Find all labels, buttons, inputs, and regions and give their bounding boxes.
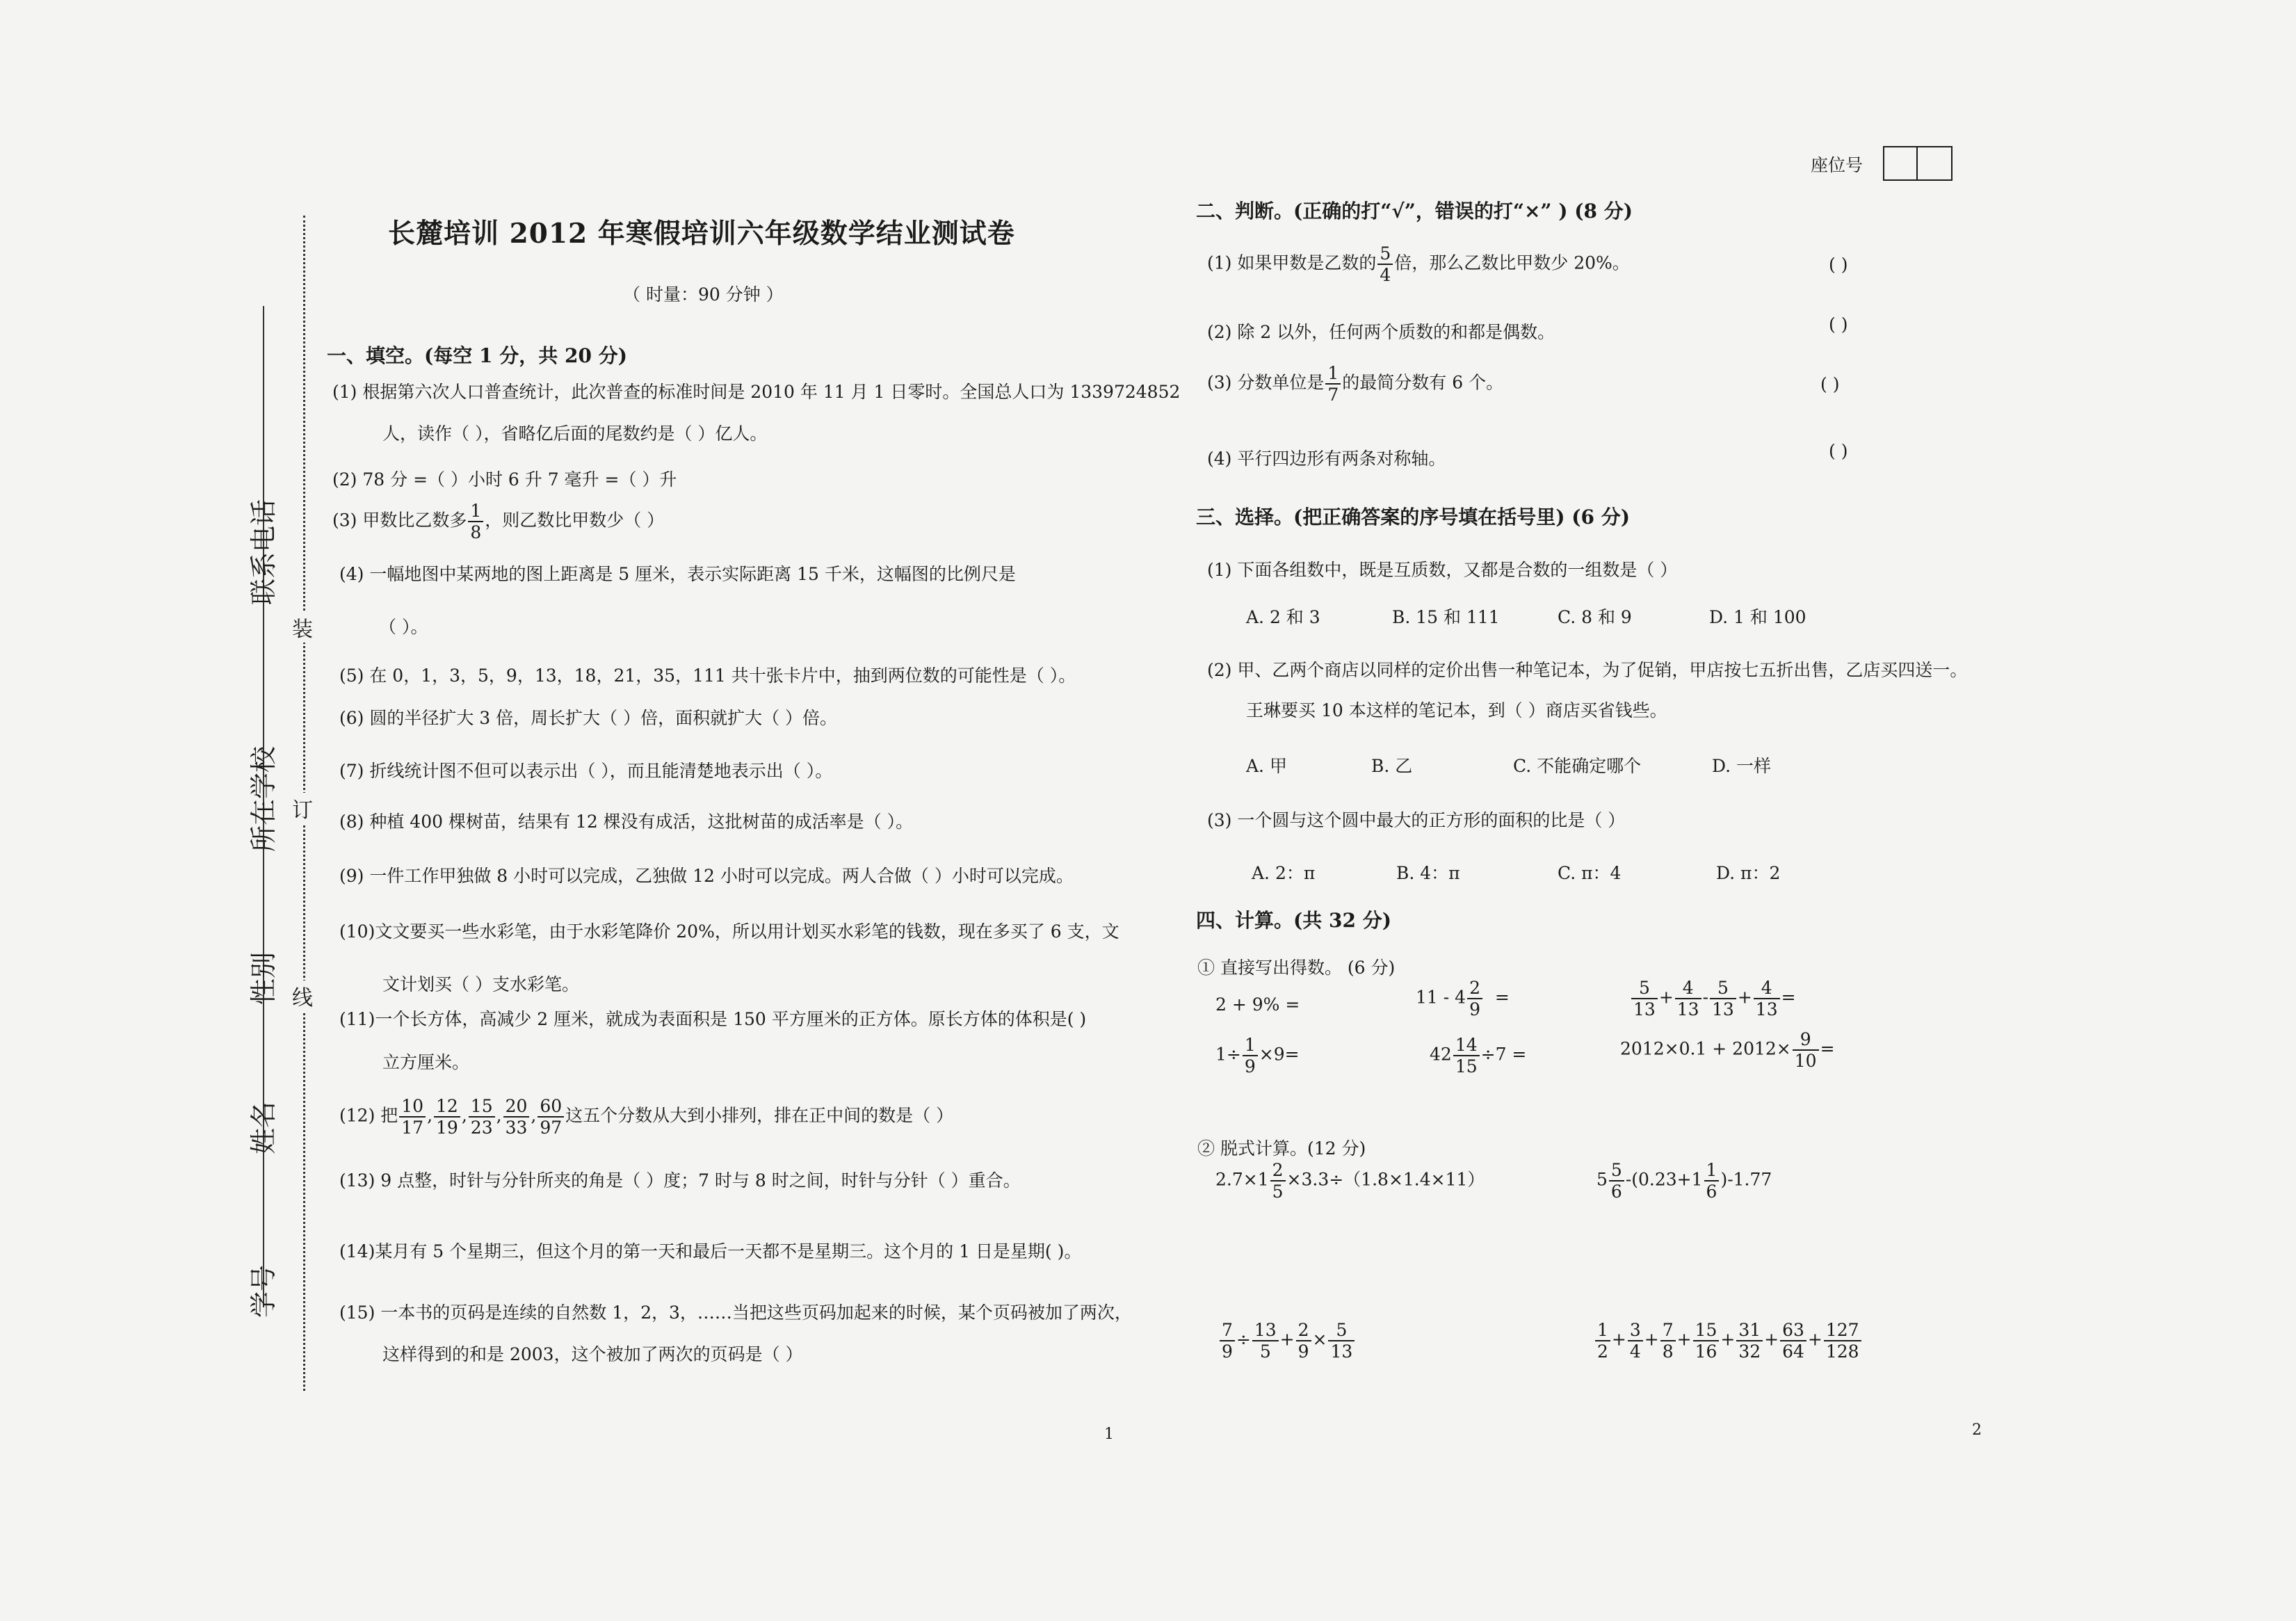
s4-expr-2-fraction <box>1467 979 1482 1018</box>
frac-denominator: 13 <box>1633 999 1656 1019</box>
s4-step-expr-4-fraction-1 <box>1595 1321 1610 1360</box>
binding-field-phone: 联系电话 <box>248 499 279 605</box>
frac-numerator: 1 <box>1243 1036 1258 1056</box>
s4-expr-3-op-3: + <box>1737 987 1752 1008</box>
frac-denominator: 15 <box>1455 1056 1478 1076</box>
frac-denominator: 9 <box>1222 1341 1233 1362</box>
s2-q3-text-pre: (3) 分数单位是 <box>1207 372 1325 393</box>
s4-step-expr-4-op-4: + <box>1720 1329 1736 1350</box>
frac-numerator: 1 <box>1704 1161 1720 1182</box>
s1-q2: (2) 78 分 =（ ）小时 6 升 7 毫升 =（ ）升 <box>332 469 677 490</box>
s4-expr-6-pre: 2012×0.1 + 2012× <box>1620 1038 1791 1059</box>
s3-q3-option-c: C. π：4 <box>1558 863 1622 883</box>
s1-q4-line2: （ ）。 <box>379 617 428 637</box>
frac-numerator: 5 <box>1377 245 1393 265</box>
s1-q12-fraction-5 <box>537 1097 564 1136</box>
s2-q3-text-post: 的最简分数有 6 个。 <box>1342 372 1504 393</box>
frac-denominator: 33 <box>505 1118 528 1138</box>
s4-step-expr-2 <box>1596 1161 1772 1200</box>
s4-step-expr-1-pre: 2.7×1 <box>1215 1169 1269 1190</box>
frac-denominator: 19 <box>436 1118 458 1138</box>
s1-q3 <box>332 502 664 541</box>
binding-mark-zhuang: 装 <box>292 612 313 643</box>
s1-q13: (13) 9 点整，时针与分针所夹的角是（ ）度；7 时与 8 时之间，时针与分针（ ）重合。 <box>339 1170 1021 1191</box>
frac-numerator: 20 <box>503 1097 530 1118</box>
s4-expr-5-fraction <box>1453 1036 1480 1075</box>
frac-denominator: 17 <box>401 1118 424 1138</box>
seat-box-divider <box>1916 147 1918 179</box>
s2-q1 <box>1207 245 1630 284</box>
frac-denominator: 8 <box>470 522 482 542</box>
frac-numerator: 63 <box>1780 1321 1806 1341</box>
binding-mark-xian: 线 <box>292 981 313 1011</box>
s1-q11-line1: (11)一个长方体，高减少 2 厘米，就成为表面积是 150 平方厘米的正方体。原长方体的体积是( ) <box>339 1009 1087 1029</box>
s1-q11-line2: 立方厘米。 <box>382 1052 470 1072</box>
s4-expr-2 <box>1416 979 1510 1018</box>
s4-expr-6-fraction <box>1793 1031 1819 1070</box>
s3-q3-option-d: D. π：2 <box>1716 863 1781 883</box>
frac-denominator: 13 <box>1712 999 1734 1019</box>
frac-denominator: 2 <box>1597 1341 1608 1362</box>
s2-q4-answer-paren[interactable]: ( ) <box>1829 441 1848 461</box>
s1-q3-fraction <box>468 502 483 541</box>
s4-step-expr-1-post: ×3.3÷（1.8×1.4×11） <box>1286 1169 1485 1190</box>
frac-numerator: 1 <box>1595 1321 1610 1341</box>
frac-numerator: 13 <box>1252 1321 1279 1341</box>
frac-numerator: 9 <box>1793 1031 1819 1051</box>
s1-q9: (9) 一件工作甲独做 8 小时可以完成，乙独做 12 小时可以完成。两人合做（ ）小时可以完成。 <box>339 866 1074 886</box>
frac-denominator: 5 <box>1272 1182 1284 1202</box>
s4-step-expr-3-fraction-4 <box>1328 1321 1355 1360</box>
s4-step-expr-4-op-5: + <box>1764 1329 1779 1350</box>
s2-q1-text-post: 倍，那么乙数比甲数少 20%。 <box>1394 252 1630 273</box>
frac-denominator: 6 <box>1706 1182 1717 1202</box>
s4-expr-3-op-1: + <box>1658 987 1674 1008</box>
s3-q2-option-a: A. 甲 <box>1246 756 1287 776</box>
s4-expr-6 <box>1620 1031 1835 1070</box>
s1-q10-line1: (10)文文要买一些水彩笔，由于水彩笔降价 20%，所以用计划买水彩笔的钱数，现在多买了 6 支，文 <box>339 921 1119 942</box>
s4-step-expr-3 <box>1218 1321 1356 1360</box>
frac-numerator: 3 <box>1628 1321 1643 1341</box>
time-note: （ 时量：90 分钟 ） <box>623 284 784 305</box>
s4-expr-3-op-2: - <box>1702 987 1709 1008</box>
binding-mark-ding: 订 <box>292 793 313 823</box>
binding-field-name: 姓名 <box>248 1101 279 1154</box>
s4-sub1-label: ① 直接写出得数。 (6 分) <box>1197 958 1396 978</box>
s4-expr-4-fraction <box>1243 1036 1258 1075</box>
frac-denominator: 13 <box>1755 999 1778 1019</box>
s4-step-expr-4-op-2: + <box>1644 1329 1659 1350</box>
s4-step-expr-4 <box>1594 1321 1863 1360</box>
binding-field-student-id: 学号 <box>248 1264 279 1318</box>
s2-q2: (2) 除 2 以外，任何两个质数的和都是偶数。 <box>1207 322 1555 342</box>
seat-number-box[interactable] <box>1883 146 1953 181</box>
s4-step-expr-2-fraction-2 <box>1704 1161 1720 1200</box>
frac-numerator: 15 <box>469 1097 495 1118</box>
frac-denominator: 4 <box>1380 265 1391 285</box>
s1-q12: (12) 把 $\frac{10}{17}$ , $\frac{12}{19}$ , $\frac{15}{23}$ , $\frac{20}{33}$ , $\frac{60}{97}$ 这五个分数从大到小排列，排在正中间的数是（ ） <box>339 1096 954 1138</box>
frac-numerator: 2 <box>1270 1161 1286 1182</box>
frac-numerator: 15 <box>1693 1321 1720 1341</box>
s4-expr-4-post: ×9= <box>1259 1044 1300 1065</box>
frac-numerator: 4 <box>1675 979 1701 999</box>
s3-q2-option-b: B. 乙 <box>1371 756 1413 776</box>
s3-q1-option-d: D. 1 和 100 <box>1709 607 1806 627</box>
s4-step-expr-3-op-3: × <box>1312 1329 1327 1350</box>
page-number-2: 2 <box>1972 1421 1982 1439</box>
s1-q14: (14)某月有 5 个星期三，但这个月的第一天和最后一天都不是星期三。这个月的 1 日是星期( )。 <box>339 1241 1082 1261</box>
binding-field-school: 所在学校 <box>248 745 279 852</box>
s4-step-expr-4-fraction-6 <box>1780 1321 1806 1360</box>
frac-denominator: 128 <box>1825 1341 1859 1362</box>
s4-expr-5-pre: 42 <box>1430 1044 1452 1065</box>
frac-numerator: 5 <box>1328 1321 1355 1341</box>
s4-step-expr-4-fraction-7 <box>1824 1321 1861 1360</box>
s3-q2-line1: (2) 甲、乙两个商店以同样的定价出售一种笔记本，为了促销，甲店按七五折出售，乙店买四送一。 <box>1207 660 1968 680</box>
s1-q1-line2: 人，读作（ ），省略亿后面的尾数约是（ ）亿人。 <box>382 424 768 444</box>
s4-sub2-label: ② 脱式计算。(12 分) <box>1197 1138 1366 1159</box>
s4-step-expr-2-mid: -(0.23+1 <box>1625 1169 1703 1190</box>
s3-q2-option-d: D. 一样 <box>1712 756 1772 776</box>
section1-header: 一、填空。(每空 1 分，共 20 分) <box>327 344 627 367</box>
s1-q4-line1: (4) 一幅地图中某两地的图上距离是 5 厘米，表示实际距离 15 千米，这幅图的比例尺是 <box>339 564 1016 584</box>
s2-q3-fraction <box>1325 364 1341 403</box>
frac-numerator: 1 <box>468 502 483 522</box>
s1-q12-fraction-3 <box>469 1097 495 1136</box>
s2-q3-answer-paren[interactable]: ( ) <box>1820 374 1840 394</box>
s4-expr-3-fraction-1 <box>1631 979 1658 1018</box>
s4-step-expr-3-fraction-3 <box>1296 1321 1311 1360</box>
s1-q10-line2: 文计划买（ ）支水彩笔。 <box>382 974 579 994</box>
frac-denominator: 9 <box>1297 1341 1309 1362</box>
s4-expr-3-fraction-2 <box>1675 979 1701 1018</box>
s4-expr-6-post: = <box>1820 1038 1835 1059</box>
frac-numerator: 60 <box>537 1097 564 1118</box>
section4-header: 四、计算。(共 32 分) <box>1196 909 1391 932</box>
frac-denominator: 7 <box>1327 385 1339 405</box>
frac-denominator: 10 <box>1794 1051 1817 1071</box>
frac-denominator: 6 <box>1610 1182 1622 1202</box>
s4-step-expr-4-op-1: + <box>1611 1329 1626 1350</box>
section2-header: 二、判断。(正确的打“√”，错误的打“×” ) (8 分) <box>1196 200 1633 223</box>
seat-number-label: 座位号 <box>1811 155 1864 175</box>
s4-expr-3-fraction-4 <box>1754 979 1780 1018</box>
s4-step-expr-1-fraction <box>1270 1161 1286 1200</box>
s4-step-expr-4-fraction-4 <box>1693 1321 1720 1360</box>
s4-expr-3-op-4: = <box>1781 987 1796 1008</box>
frac-numerator: 7 <box>1220 1321 1235 1341</box>
s2-q1-text-pre: (1) 如果甲数是乙数的 <box>1207 252 1377 273</box>
s4-expr-4-pre: 1÷ <box>1215 1044 1241 1065</box>
s4-step-expr-4-fraction-5 <box>1736 1321 1763 1360</box>
s1-q1-line1: (1) 根据第六次人口普查统计，此次普查的标准时间是 2010 年 11 月 1 日零时。全国总人口为 1339724852 <box>332 382 1181 402</box>
s4-step-expr-1 <box>1215 1161 1485 1200</box>
s4-expr-5-post: ÷7 = <box>1480 1044 1527 1065</box>
s3-q1-option-a: A. 2 和 3 <box>1246 607 1320 627</box>
frac-numerator: 4 <box>1754 979 1780 999</box>
s4-expr-3-fraction-3 <box>1710 979 1736 1018</box>
s4-step-expr-4-op-3: + <box>1676 1329 1692 1350</box>
s2-q3 <box>1207 364 1503 403</box>
s4-expr-4 <box>1215 1036 1300 1075</box>
frac-numerator: 5 <box>1710 979 1736 999</box>
frac-numerator: 2 <box>1467 979 1482 999</box>
frac-numerator: 31 <box>1736 1321 1763 1341</box>
s3-q3: (3) 一个圆与这个圆中最大的正方形的面积的比是（ ） <box>1207 810 1626 830</box>
s3-q3-option-a: A. 2：π <box>1252 863 1316 883</box>
s3-q2-option-c: C. 不能确定哪个 <box>1513 756 1642 776</box>
frac-denominator: 16 <box>1695 1341 1717 1362</box>
s2-q4: (4) 平行四边形有两条对称轴。 <box>1207 449 1446 469</box>
s1-q8: (8) 种植 400 棵树苗，结果有 12 棵没有成活，这批树苗的成活率是（ ）。 <box>339 812 914 832</box>
s4-step-expr-3-op-2: + <box>1279 1329 1295 1350</box>
frac-denominator: 23 <box>470 1118 493 1138</box>
frac-numerator: 5 <box>1609 1161 1624 1182</box>
s4-step-expr-2-post: )-1.77 <box>1720 1169 1772 1190</box>
s2-q1-answer-paren[interactable]: ( ) <box>1829 255 1848 275</box>
frac-denominator: 64 <box>1782 1341 1804 1362</box>
s3-q1: (1) 下面各组数中，既是互质数，又都是合数的一组数是（ ） <box>1207 560 1678 580</box>
s4-step-expr-3-fraction-2 <box>1252 1321 1279 1360</box>
frac-numerator: 1 <box>1325 364 1341 385</box>
s1-q7: (7) 折线统计图不但可以表示出（ ），而且能清楚地表示出（ ）。 <box>339 761 833 781</box>
s4-step-expr-4-fraction-2 <box>1628 1321 1643 1360</box>
s2-q1-fraction <box>1377 245 1393 284</box>
s1-q12-text-post: 这五个分数从大到小排列，排在正中间的数是（ ） <box>565 1105 954 1126</box>
s4-expr-2-pre: 11 - 4 <box>1416 987 1466 1008</box>
s1-q12-fraction-2 <box>434 1097 460 1136</box>
frac-denominator: 4 <box>1629 1341 1641 1362</box>
s1-q12-fraction-1 <box>399 1097 426 1136</box>
s1-q3-text-post: ，则乙数比甲数少（ ） <box>485 510 665 531</box>
frac-numerator: 5 <box>1631 979 1658 999</box>
frac-denominator: 9 <box>1469 999 1480 1019</box>
s4-step-expr-4-fraction-3 <box>1660 1321 1676 1360</box>
s3-q1-option-b: B. 15 和 111 <box>1392 607 1500 627</box>
s3-q2-line2: 王琳要买 10 本这样的笔记本，到（ ）商店买省钱些。 <box>1246 700 1667 720</box>
frac-numerator: 14 <box>1453 1036 1480 1056</box>
s4-step-expr-2-pre: 5 <box>1596 1169 1608 1190</box>
s4-step-expr-3-fraction-1 <box>1220 1321 1235 1360</box>
s2-q2-answer-paren[interactable]: ( ) <box>1829 314 1848 334</box>
s4-expr-1: 2 + 9% = <box>1215 994 1300 1015</box>
s4-expr-2-post: = <box>1494 987 1510 1008</box>
s4-expr-5 <box>1430 1036 1526 1075</box>
s3-q3-option-b: B. 4：π <box>1396 863 1460 883</box>
page-number-1: 1 <box>1104 1426 1114 1443</box>
frac-denominator: 5 <box>1259 1341 1271 1362</box>
section3-header: 三、选择。(把正确答案的序号填在括号里) (6 分) <box>1196 506 1630 529</box>
frac-denominator: 13 <box>1330 1341 1353 1362</box>
s1-q15-line1: (15) 一本书的页码是连续的自然数 1，2，3，……当把这些页码加起来的时候，某个页码被加了两次， <box>339 1303 1132 1323</box>
frac-numerator: 127 <box>1824 1321 1861 1341</box>
frac-denominator: 13 <box>1676 999 1699 1019</box>
frac-numerator: 7 <box>1660 1321 1676 1341</box>
s1-q3-text-pre: (3) 甲数比乙数多 <box>332 510 467 531</box>
s4-step-expr-3-op-1: ÷ <box>1236 1329 1251 1350</box>
s1-q6: (6) 圆的半径扩大 3 倍，周长扩大（ ）倍，面积就扩大（ ）倍。 <box>339 708 838 728</box>
s1-q12-fraction-4 <box>503 1097 530 1136</box>
frac-denominator: 9 <box>1244 1056 1256 1076</box>
frac-denominator: 32 <box>1738 1341 1761 1362</box>
exam-title: 长麓培训 2012 年寒假培训六年级数学结业测试卷 <box>388 218 1015 250</box>
s1-q5: (5) 在 0，1，3，5，9，13，18，21，35，111 共十张卡片中，抽到两位数的可能性是（ ）。 <box>339 666 1076 686</box>
frac-denominator: 97 <box>540 1118 563 1138</box>
s1-q12-text-pre: (12) 把 <box>339 1105 398 1126</box>
frac-numerator: 12 <box>434 1097 460 1118</box>
binding-field-gender: 性别 <box>248 951 279 1005</box>
frac-numerator: 2 <box>1296 1321 1311 1341</box>
s4-step-expr-4-op-6: + <box>1807 1329 1822 1350</box>
s4-step-expr-2-fraction-1 <box>1609 1161 1624 1200</box>
frac-numerator: 10 <box>399 1097 426 1118</box>
frac-denominator: 8 <box>1662 1341 1674 1362</box>
s3-q1-option-c: C. 8 和 9 <box>1558 607 1632 627</box>
s1-q15-line2: 这样得到的和是 2003，这个被加了两次的页码是（ ） <box>382 1344 803 1364</box>
s4-expr-3 <box>1630 979 1796 1018</box>
